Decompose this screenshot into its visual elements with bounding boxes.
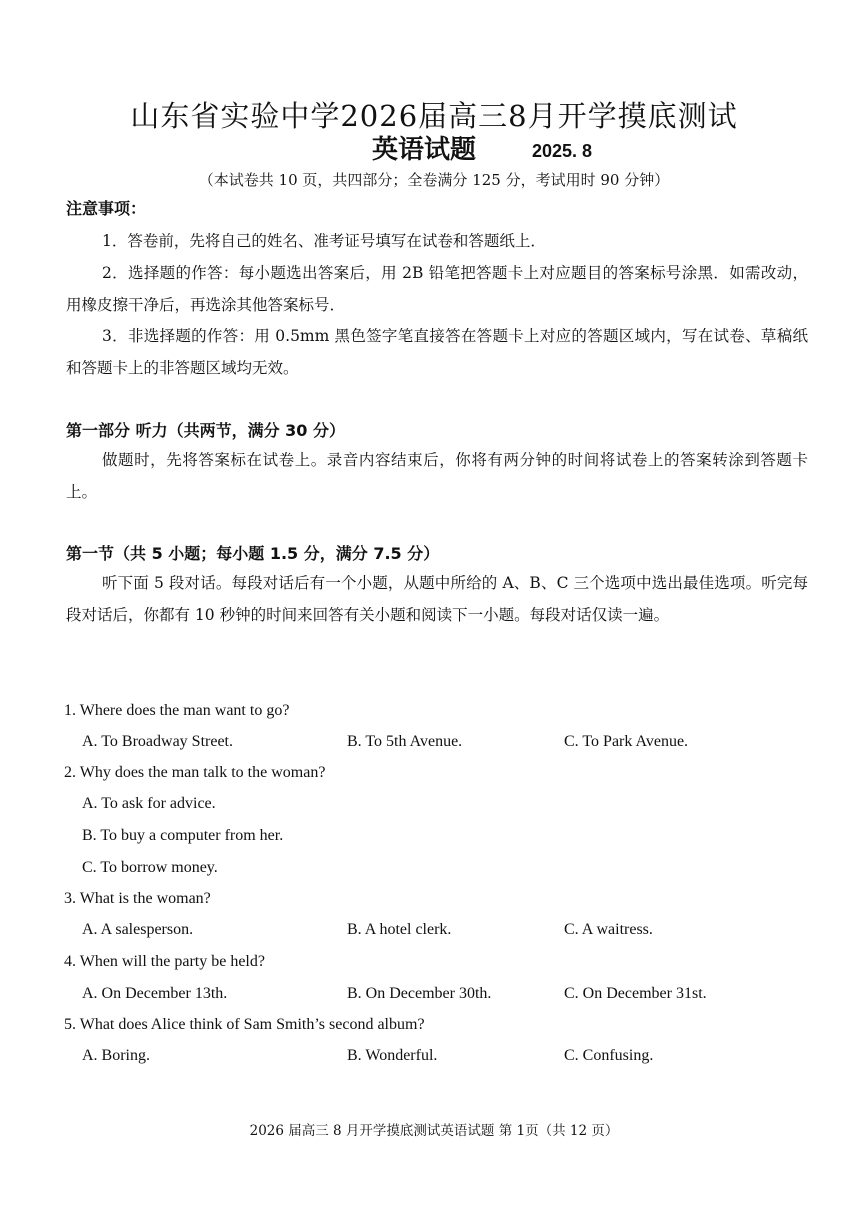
instructions-heading: 注意事项： [66, 199, 147, 218]
q4-option-a: A. On December 13th. [82, 985, 228, 1002]
section1-text: 听下面 5 段对话。每段对话后有一个小题，从题中所给的 A、B、C 三个选项中选出最佳选项。听完每段对话后，你都有 10 秒钟的时间来回答有关小题和阅读下一小题。每段对话仅读一遍。 [66, 574, 808, 624]
instruction-item-3: 3．非选择题的作答：用 0.5mm 黑色签字笔直接答在答题卡上对应的答题区域内，写在试卷、草稿纸和答题卡上的非答题区域均无效。 [66, 327, 808, 377]
q3-option-a: A. A salesperson. [82, 921, 194, 938]
q1-option-b: B. To 5th Avenue. [347, 733, 463, 750]
q3-option-b: B. A hotel clerk. [347, 921, 452, 938]
q1-option-a: A. To Broadway Street. [82, 733, 233, 750]
q5-option-c: C. Confusing. [564, 1047, 654, 1064]
exam-title: 山东省实验中学2026届高三8月开学摸底测试 [130, 99, 738, 133]
q5-option-b: B. Wonderful. [347, 1047, 438, 1064]
q4-option-b: B. On December 30th. [347, 985, 492, 1002]
exam-note: （本试卷共 10 页，共四部分；全卷满分 125 分，考试用时 90 分钟） [198, 171, 670, 189]
page-footer: 2026 届高三 8 月开学摸底测试英语试题 第 1页（共 12 页） [249, 1123, 619, 1139]
q2-option-b: B. To buy a computer from her. [82, 827, 284, 844]
subject-title: 英语试题 [372, 135, 477, 165]
q2-option-a: A. To ask for advice. [82, 795, 216, 812]
q2-option-c: C. To borrow money. [82, 859, 218, 876]
question-2: 2. Why does the man talk to the woman? [64, 764, 326, 781]
question-4: 4. When will the party be held? [64, 953, 265, 970]
exam-date: 2025. 8 [532, 141, 593, 161]
part1-text: 做题时，先将答案标在试卷上。录音内容结束后，你将有两分钟的时间将试卷上的答案转涂到答题卡上。 [66, 451, 808, 501]
q1-option-c: C. To Park Avenue. [564, 733, 689, 750]
instruction-item-1: 1．答卷前，先将自己的姓名、准考证号填写在试卷和答题纸上． [102, 232, 546, 250]
question-3: 3. What is the woman? [64, 890, 211, 907]
section1-heading: 第一节（共 5 小题；每小题 1.5 分，满分 7.5 分） [66, 544, 440, 563]
question-1: 1. Where does the man want to go? [64, 702, 290, 719]
instruction-item-2: 2．选择题的作答：每小题选出答案后，用 2B 铅笔把答题卡上对应题目的答案标号涂黑．如需改动，用橡皮擦干净后，再选涂其他答案标号． [66, 264, 808, 314]
q3-option-c: C. A waitress. [564, 921, 653, 938]
q5-option-a: A. Boring. [82, 1047, 150, 1064]
part1-heading: 第一部分 听力（共两节，满分 30 分） [66, 421, 345, 440]
question-5: 5. What does Alice think of Sam Smith’s second album? [64, 1016, 425, 1033]
q4-option-c: C. On December 31st. [564, 985, 707, 1002]
